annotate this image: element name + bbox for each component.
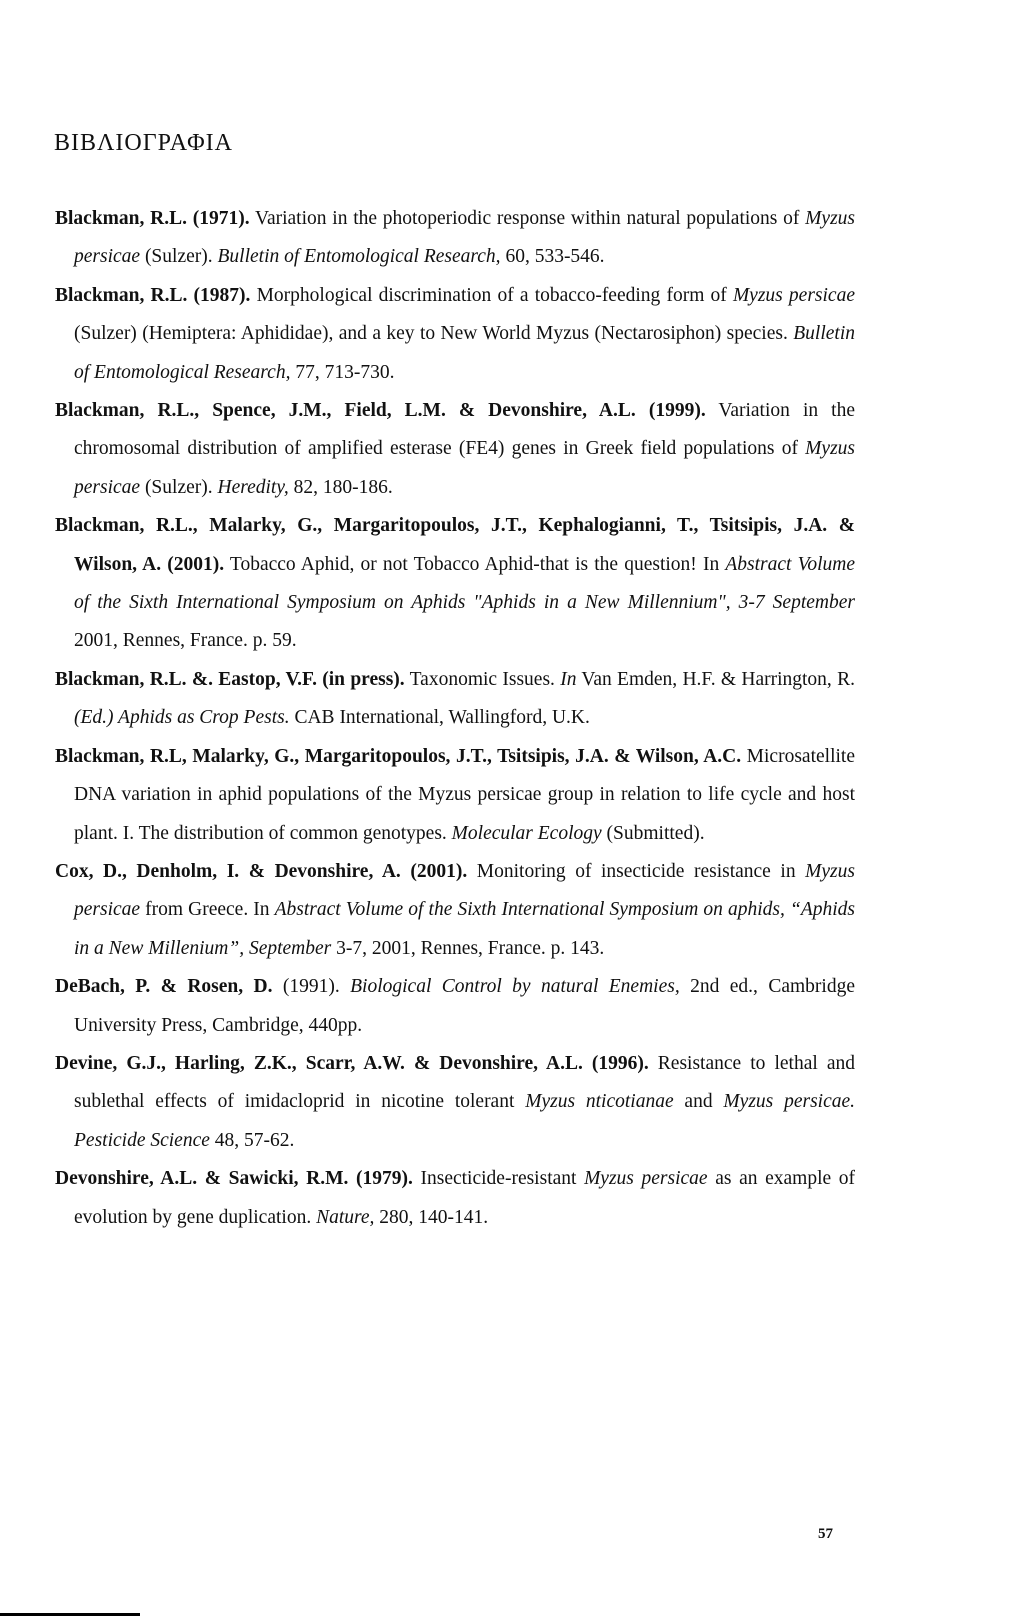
page-number: 57 bbox=[818, 1526, 833, 1542]
reference-text: Tobacco Aphid, or not Tobacco Aphid-that is the question! In bbox=[224, 553, 726, 575]
reference-authors: DeBach, P. & Rosen, D. bbox=[55, 976, 273, 998]
reference-text: 82, 180-186. bbox=[288, 476, 393, 498]
reference-authors: Cox, D., Denholm, I. & Devonshire, A. (2001). bbox=[55, 860, 468, 882]
reference-authors: Devonshire, A.L. & Sawicki, R.M. (1979). bbox=[55, 1168, 413, 1190]
reference-text: 2001, Rennes, France. p. 59. bbox=[74, 630, 297, 652]
reference-text: CAB International, Wallingford, U.K. bbox=[289, 707, 590, 729]
reference-text: (1991). bbox=[272, 976, 351, 998]
reference-italic: (Ed.) Aphids as Crop Pests. bbox=[74, 707, 290, 729]
reference-entry bbox=[55, 392, 855, 507]
reference-text: (Submitted). bbox=[601, 822, 705, 844]
reference-authors: Blackman, R.L., Malarky, G., Margaritopoulos, J.T., Kephalogianni, T., Tsitsipis, J.A. & Wilson, A. (2001). bbox=[55, 515, 855, 575]
reference-authors: Blackman, R.L., Spence, J.M., Field, L.M. & Devonshire, A.L. (1999). bbox=[55, 400, 706, 422]
reference-text: (Sulzer) (Hemiptera: Aphididae), and a key to New World Myzus (Nectarosiphon) species. bbox=[74, 323, 794, 345]
reference-text: Taxonomic Issues. bbox=[404, 668, 561, 690]
reference-italic: Heredity, bbox=[217, 476, 289, 498]
reference-entry bbox=[55, 853, 855, 968]
reference-text: 280, 140-141. bbox=[374, 1206, 489, 1228]
reference-text: Van Emden, H.F. & Harrington, R. bbox=[576, 668, 855, 690]
reference-list bbox=[55, 200, 855, 1237]
reference-authors: Blackman, R.L. (1987). bbox=[55, 284, 251, 306]
reference-authors: Blackman, R.L. &. Eastop, V.F. (in press). bbox=[55, 668, 405, 690]
reference-authors: Devine, G.J., Harling, Z.K., Scarr, A.W. & Devonshire, A.L. (1996). bbox=[55, 1052, 649, 1074]
reference-text: (Sulzer). bbox=[140, 476, 218, 498]
reference-text: (Sulzer). bbox=[140, 246, 218, 268]
reference-italic: Myzus persicae bbox=[74, 208, 855, 268]
reference-italic: Bulletin of Entomological Research, bbox=[217, 246, 501, 268]
reference-entry bbox=[55, 1045, 855, 1160]
reference-italic: Myzus persicae bbox=[74, 438, 855, 498]
reference-entry bbox=[55, 277, 855, 392]
reference-italic: Nature, bbox=[316, 1206, 375, 1228]
reference-entry bbox=[55, 968, 855, 1045]
reference-italic: Abstract Volume of the Sixth International Symposium on aphids, “Aphids in a New Millenium”, September bbox=[74, 899, 855, 959]
reference-authors: Blackman, R.L. (1971). bbox=[55, 208, 250, 229]
reference-text: 3-7, 2001, Rennes, France. p. 143. bbox=[331, 937, 605, 959]
reference-text: and bbox=[673, 1091, 724, 1113]
reference-text: Insecticide-resistant bbox=[412, 1168, 585, 1190]
reference-text: 2nd ed., Cambridge University Press, Cambridge, 440pp. bbox=[74, 976, 855, 1036]
reference-italic: Biological Control by natural Enemies, bbox=[350, 976, 680, 998]
reference-italic: Myzus persicae. Pesticide Science bbox=[74, 1091, 856, 1151]
reference-entry bbox=[55, 661, 855, 738]
reference-italic: Myzus persicae bbox=[74, 860, 855, 921]
reference-text: Resistance to lethal and sublethal effects of imidacloprid in nicotine tolerant bbox=[74, 1052, 855, 1113]
reference-italic: Molecular Ecology bbox=[451, 822, 602, 844]
reference-italic: Myzus nticotianae bbox=[525, 1091, 674, 1113]
reference-italic: Abstract Volume of the Sixth International Symposium on Aphids "Aphids in a New Millennium", 3-7 September bbox=[74, 553, 855, 614]
reference-text: Monitoring of insecticide resistance in bbox=[467, 860, 806, 882]
reference-text: Microsatellite DNA variation in aphid populations of the Myzus persicae group in relation to life cycle and host plant. I. The distribution of common genotypes. bbox=[74, 745, 855, 844]
reference-text: 48, 57-62. bbox=[209, 1129, 295, 1151]
reference-entry bbox=[55, 507, 855, 661]
reference-text: Variation in the chromosomal distribution of amplified esterase (FE4) genes in Greek field populations of bbox=[74, 400, 855, 460]
reference-text: 77, 713-730. bbox=[290, 361, 395, 383]
reference-italic: Myzus persicae bbox=[584, 1168, 708, 1190]
reference-text: Variation in the photoperiodic response within natural populations of bbox=[249, 208, 806, 229]
reference-authors: Blackman, R.L, Malarky, G., Margaritopoulos, J.T., Tsitsipis, J.A. & Wilson, A.C. bbox=[55, 745, 742, 767]
reference-text: as an example of evolution by gene duplication. bbox=[74, 1168, 856, 1228]
bibliography-heading: ΒΙΒΛΙΟΓΡΑΦΙΑ bbox=[54, 130, 233, 156]
reference-text: Morphological discrimination of a tobacco-feeding form of bbox=[250, 284, 733, 306]
reference-text: 60, 533-546. bbox=[500, 246, 605, 268]
reference-text: from Greece. In bbox=[140, 899, 275, 921]
reference-italic: Myzus persicae bbox=[732, 284, 855, 306]
scan-edge-mark bbox=[0, 1613, 140, 1616]
reference-italic: Bulletin of Entomological Research, bbox=[74, 323, 855, 383]
reference-entry bbox=[55, 200, 855, 277]
reference-italic: In bbox=[560, 668, 577, 690]
reference-entry bbox=[55, 738, 855, 853]
reference-entry bbox=[55, 1160, 855, 1237]
